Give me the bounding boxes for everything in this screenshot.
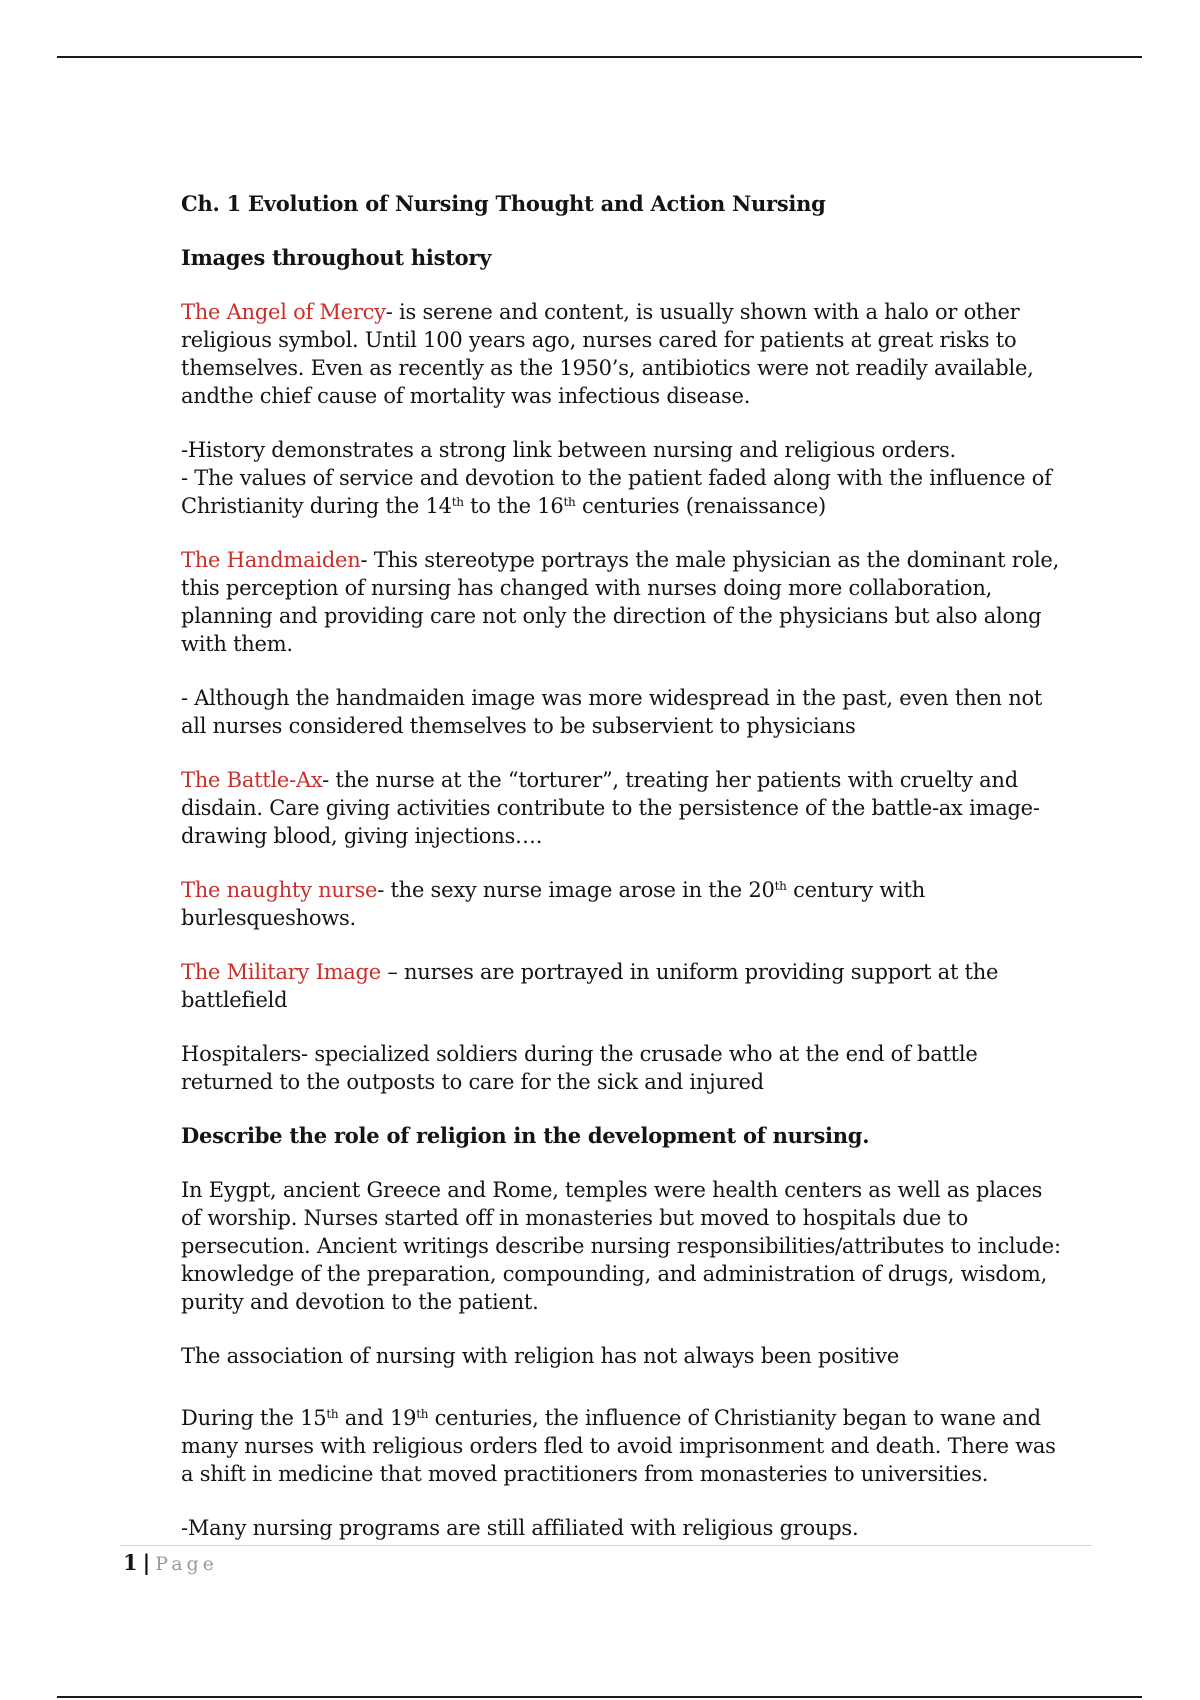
bottom-rule — [57, 1696, 1142, 1698]
paragraph-handmaiden-note: - Although the handmaiden image was more widespread in the past, even then not all nurses considered themselves to be subservient to physicians — [181, 686, 1043, 738]
paragraph-hospitalers: Hospitalers- specialized soldiers during the crusade who at the end of battle returned to the outposts to care for the sick and injured — [181, 1042, 978, 1094]
handmaiden-text: - This stereotype portrays the male physician as the dominant role, this perception of nursing has changed with nurses doing more collaboration, planning and providing care not only the direction of the physicians but also along with them. — [181, 548, 1060, 656]
section-heading-images: Images throughout history — [181, 245, 492, 270]
superscript: th — [563, 495, 576, 509]
superscript: th — [774, 879, 787, 893]
term-angel-of-mercy: The Angel of Mercy — [181, 300, 386, 324]
paragraph-religion-3 — [181, 1404, 1061, 1488]
footer-rule — [120, 1545, 1092, 1546]
religion-3-a: During the 15 — [181, 1406, 327, 1430]
paragraph-military-image — [181, 958, 1061, 1014]
history-line-2c: centuries (renaissance) — [575, 494, 826, 518]
history-line-2a: - The values of service and devotion to the patient faded along with the influence of Christianity during the 14 — [181, 466, 1052, 518]
paragraph-religion-1: In Eygpt, ancient Greece and Rome, temples were health centers as well as places of worship. Nurses started off in monasteries but moved to hospitals due to persecution. Ancient writings describe nursing responsibilities/attributes to include: knowledge of the preparation, compounding, and administration of drugs, wisdom, purity and devotion to the patient. — [181, 1178, 1061, 1314]
battle-ax-text: - the nurse at the “torturer”, treating her patients with cruelty and disdain. Care giving activities contribute to the persistence of the battle-ax image- drawing blood, giving injections…. — [181, 768, 1040, 848]
term-naughty-nurse: The naughty nurse — [181, 878, 378, 902]
history-line-2b: to the 16 — [463, 494, 564, 518]
page-number: 1 — [123, 1550, 138, 1575]
term-handmaiden: The Handmaiden — [181, 548, 361, 572]
religion-3-c: centuries, the influence of Christianity began to wane and many nurses with religious orders fled to avoid imprisonment and death. There was a shift in medicine that moved practitioners from monasteries to universities. — [181, 1406, 1056, 1486]
term-military-image: The Military Image — [181, 960, 381, 984]
angel-of-mercy-text: - is serene and content, is usually shown with a halo or other religious symbol. Until 100 years ago, nurses cared for patients at great risks to themselves. Even as recently as the 1950’s, antibiotics were not readily available, andthe chief cause of mortality was infectious disease. — [181, 300, 1034, 408]
term-battle-ax: The Battle-Ax — [181, 768, 323, 792]
naughty-nurse-text-a: - the sexy nurse image arose in the 20 — [377, 878, 775, 902]
religion-3-b: and 19 — [338, 1406, 417, 1430]
superscript: th — [416, 1407, 429, 1421]
naughty-nurse-text-b: century with burlesqueshows. — [181, 878, 925, 930]
page-footer — [123, 1549, 218, 1578]
section-heading-religion: Describe the role of religion in the development of nursing. — [181, 1123, 870, 1148]
chapter-heading: Ch. 1 Evolution of Nursing Thought and Action Nursing — [181, 191, 826, 216]
document-body — [181, 190, 1061, 1568]
top-rule — [57, 56, 1142, 58]
paragraph-battle-ax — [181, 766, 1061, 850]
paragraph-handmaiden — [181, 546, 1061, 658]
paragraph-history — [181, 436, 1061, 520]
history-line-1: -History demonstrates a strong link between nursing and religious orders. — [181, 438, 956, 462]
paragraph-religion-2: The association of nursing with religion has not always been positive — [181, 1344, 899, 1368]
superscript: th — [326, 1407, 339, 1421]
superscript: th — [451, 495, 464, 509]
military-image-text: – nurses are portrayed in uniform providing support at the battlefield — [181, 960, 999, 1012]
footer-separator: | — [142, 1550, 151, 1575]
paragraph-naughty-nurse — [181, 876, 1061, 932]
page-label: Page — [155, 1553, 218, 1575]
paragraph-angel-of-mercy — [181, 298, 1061, 410]
paragraph-religion-4: -Many nursing programs are still affiliated with religious groups. — [181, 1516, 859, 1540]
